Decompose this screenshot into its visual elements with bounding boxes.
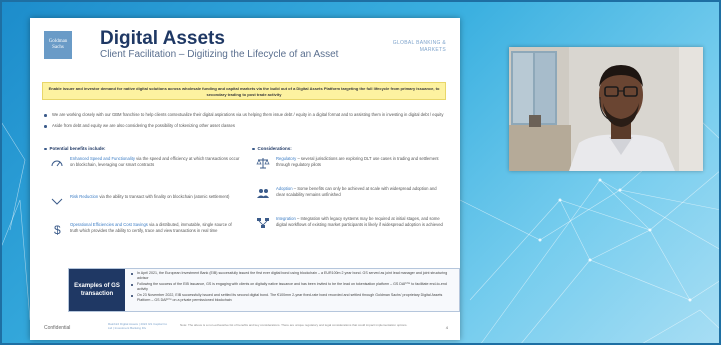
company-logo — [44, 31, 72, 59]
logo-text: Goldman Sachs — [48, 39, 68, 50]
consideration-item — [256, 156, 446, 170]
example-item: In April 2021, the European Investment Bank (EIB) successfully issued the first ever digital bond using blockchain – a EUR100m 2 year bond. GS served as joint lead manager and joint structuring advisor — [131, 271, 453, 281]
examples-list — [131, 271, 453, 304]
page-number: 4 — [445, 325, 448, 330]
network-icon — [256, 216, 270, 230]
benefits-heading: Potential benefits include: — [44, 146, 106, 151]
consideration-item — [256, 186, 446, 200]
footer-source: Rainbird Digital Assets | 2022 GS Capital Co Ltd | Investment Banking Div — [108, 322, 168, 330]
benefit-item — [50, 222, 240, 236]
benefit-title: Operational Efficiencies and Cost Savings — [70, 222, 148, 227]
benefit-item — [50, 194, 240, 208]
benefit-title: Enhanced Speed and Functionality — [70, 156, 135, 161]
benefit-text: via the speed and efficiency at which transactions occur on blockchain, leveraging our smart contracts — [70, 156, 240, 167]
slide-subtitle: Client Facilitation – Digitizing the Lifecycle of an Asset — [100, 49, 339, 60]
consideration-text: – Integration with legacy systems may be required at initial stages, and some digital workflows of existing market participants is likely if widespread adoption is achieved — [276, 216, 443, 227]
presenter-video-image — [509, 47, 703, 171]
considerations-heading: Considerations: — [252, 146, 292, 151]
example-item: Following the success of the EIB issuance, GS is engaging with clients on digitally native issuance and has been invited to be the lead on tokenisation platform – GS DAP™ to facilitate end-to-end activity — [131, 282, 453, 292]
footer-note: Note: The above is a non-exhaustive list of benefits and key considerations. There are unique regulatory and legal considerations that could impact implementation options. — [180, 323, 408, 327]
benefit-text: via the ability to transact with finality on blockchain (atomic settlement) — [99, 194, 230, 199]
summary-banner: Enable issuer and investor demand for native digital solutions across wholesale funding and capital markets via the build out of a Digital Assets Platform targeting the full lifecycle from primary issuance, to secondary trading to post trade activity — [42, 82, 446, 100]
consideration-title: Adoption — [276, 186, 293, 191]
scales-icon — [256, 156, 270, 170]
consideration-text: – several jurisdictions are exploring DLT use cases in trading and settlement through regulatory pilots — [276, 156, 439, 167]
presentation-slide — [30, 18, 460, 340]
consideration-text: – Some benefits can only be achieved at scale with widespread adoption and clear scalability remains unfinished — [276, 186, 437, 197]
examples-box — [68, 268, 460, 312]
svg-text:$: $ — [54, 223, 61, 236]
division-tag: GLOBAL BANKING & MARKETS — [392, 40, 446, 53]
speedometer-icon — [50, 156, 64, 170]
slide-title: Digital Assets — [100, 28, 225, 49]
consideration-title: Regulatory — [276, 156, 297, 161]
benefit-item — [50, 156, 240, 170]
dollar-icon — [50, 222, 64, 236]
intro-bullet: Aside from debt and equity we are also considering the possibility of tokenizing other asset classes — [44, 123, 444, 129]
intro-bullet: We are working closely with our GBM franchise to help clients contextualize their digital aspirations via us helping them issue debt / equity in a digital format and to assisting them in investing in digital debt / equity — [44, 112, 444, 118]
webcam-video-feed — [509, 47, 703, 171]
examples-label: Examples of GS transaction — [69, 269, 125, 311]
intro-bullets — [44, 112, 444, 134]
people-icon — [256, 186, 270, 200]
consideration-item — [256, 216, 446, 230]
chevron-down-icon — [50, 194, 64, 208]
benefit-title: Risk Reduction — [70, 194, 99, 199]
confidential-label: Confidential — [44, 325, 71, 331]
consideration-title: Integration — [276, 216, 296, 221]
example-item: On 23 November 2022, EIB successfully issued and settled its second digital bond. The €100mm 2-year fixed-rate bond recorded and settled through Goldman Sachs' proprietary Digital Assets Platform – GS DAP™ on a private permissioned blockchain — [131, 293, 453, 303]
benefit-text: via a distributed, immutable, single source of truth which provides the ability to certify, trace and view transactions in real time — [70, 222, 232, 233]
